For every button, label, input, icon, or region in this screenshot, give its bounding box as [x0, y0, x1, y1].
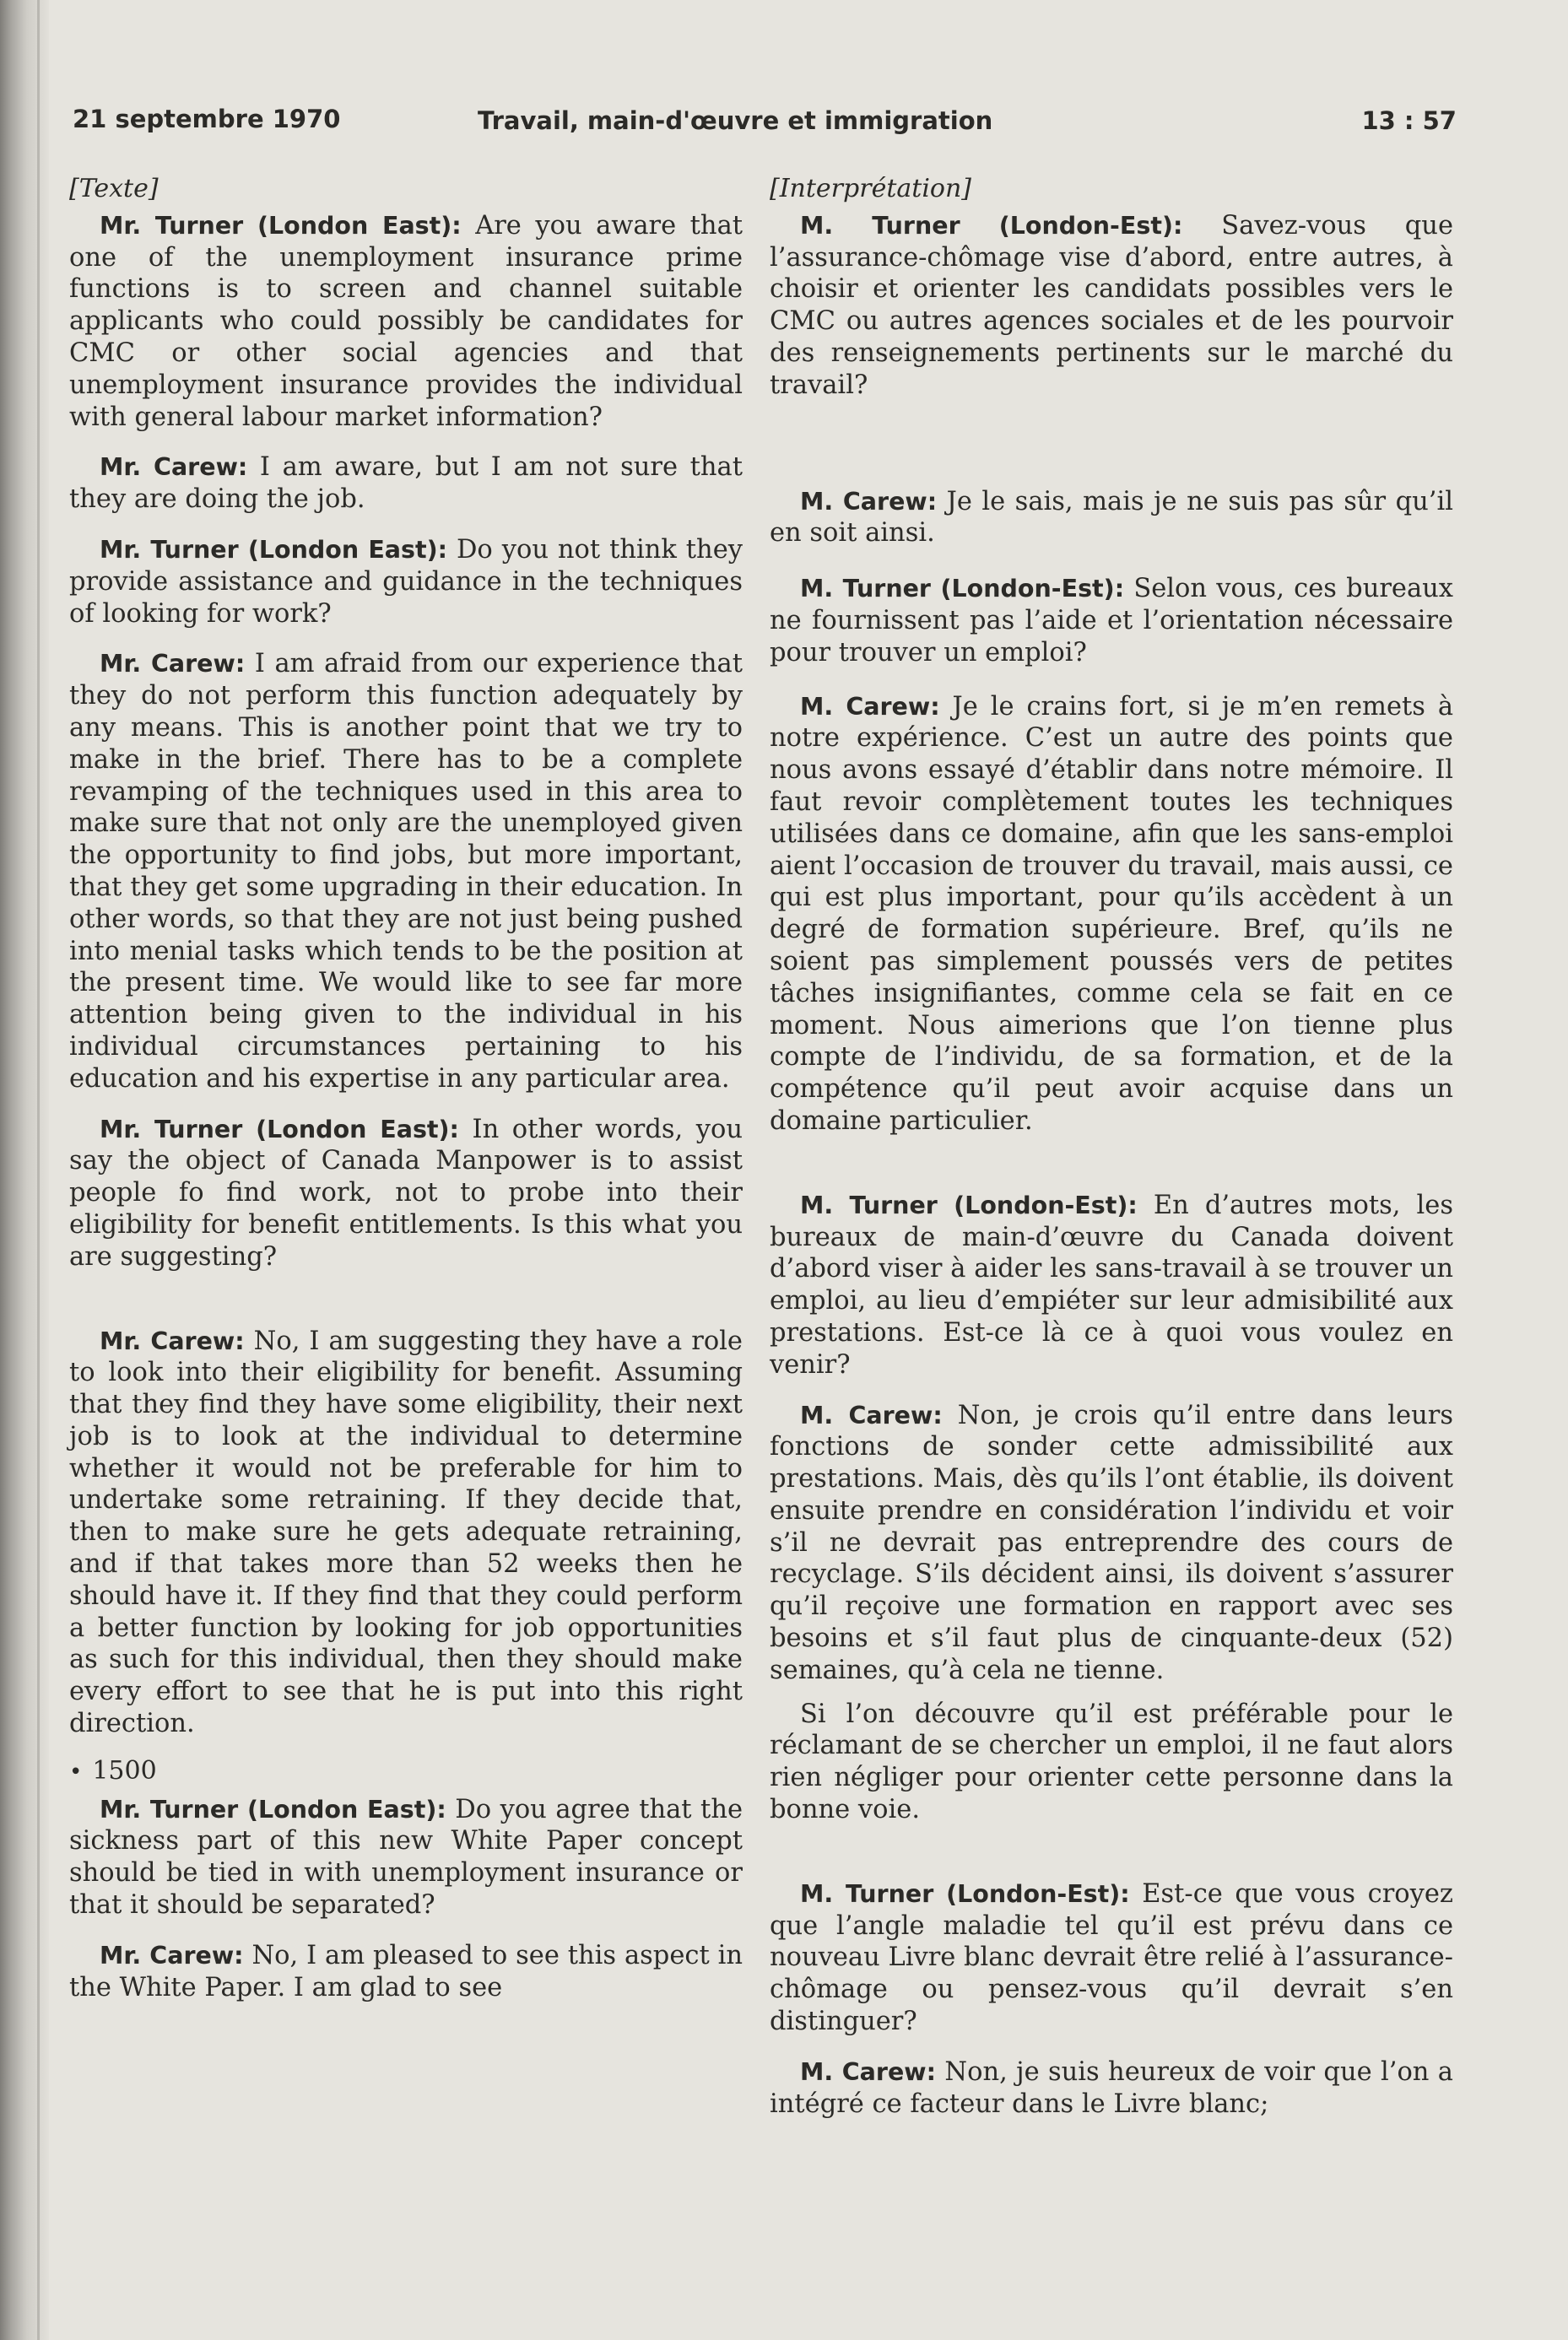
speaker-name: Mr. Carew:: [100, 650, 246, 678]
speech-text: Are you aware that one of the unemployment insurance prime functions is to screen and channel suitable applicants who could possibly be candidates for CMC or other social agencies and that unemployment insurance provides the individual with general labour market information?: [69, 210, 743, 432]
speaker-name: Mr. Carew:: [100, 1327, 245, 1355]
speaker-name: M. Carew:: [800, 487, 938, 516]
speech-paragraph: [770, 691, 1453, 1138]
speaker-name: M. Turner (London-Est):: [800, 1191, 1138, 1219]
time-marker: [69, 1755, 743, 1789]
language-tag: [Interprétation]: [770, 174, 972, 203]
speech-paragraph: [69, 210, 743, 434]
speech-text: Selon vous, ces bureaux ne fournissent pas l’aide et l’orientation nécessaire pour trouver un emploi?: [770, 574, 1453, 667]
speech-text: Do you not think they provide assistance and guidance in the techniques of looking for work?: [69, 534, 743, 629]
speech-paragraph: [770, 1699, 1453, 1826]
speech-paragraph: [770, 1400, 1453, 1687]
header-page-number: 13 : 57: [1361, 106, 1457, 135]
speech-text: No, I am suggesting they have a role to look into their eligibility for benefit. Assuming that they find they have some eligibility, their next job is to look at the individual to determine whether it would not be preferable for him to undertake some retraining. If they decide that, then to make sure he gets adequate retraining, and if that takes more than 52 weeks then he should have it. If they find that they could perform a better function by looking for job opportunities as such for this individual, then they should make every effort to see that he is put into this right direction.: [69, 1326, 743, 1739]
english-column: [69, 173, 743, 2003]
speech-paragraph: [770, 1190, 1453, 1381]
speech-paragraph: [770, 1878, 1453, 2038]
speaker-name: Mr. Turner (London East):: [100, 1115, 459, 1143]
speech-text: In other words, you say the object of Canada Manpower is to assist people fo find work, not to probe into their eligibility for benefit entitlements. Is this what you are suggesting?: [69, 1114, 743, 1272]
speech-text: I am aware, but I am not sure that they are doing the job.: [69, 452, 743, 515]
speaker-name: M. Turner (London-Est):: [800, 1879, 1130, 1908]
speaker-name: Mr. Turner (London East):: [100, 535, 448, 564]
speaker-name: M. Carew:: [800, 692, 940, 721]
speech-text: En d’autres mots, les bureaux de main-d’œuvre du Canada doivent d’abord viser à aider les sans-travail à se trouver un emploi, au lieu d’empiéter sur leur admisibilité aux prestations. Est-ce là ce à quoi vous voulez en venir?: [770, 1190, 1453, 1380]
speech-text: Est-ce que vous croyez que l’angle maladie tel qu’il est prévu dans ce nouveau Livre blanc devrait être relié à l’assurance-chômage ou pensez-vous qu’il devrait s’en distinguer?: [770, 1878, 1453, 2037]
speech-text: Non, je suis heureux de voir que l’on a intégré ce facteur dans le Livre blanc;: [770, 2056, 1453, 2119]
speech-text: Savez-vous que l’assurance-chômage vise d’abord, entre autres, à choisir et orienter les candidats possibles vers le CMC ou autres agences sociales et de les pourvoir des renseignements pertinents sur le marché du travail?: [770, 210, 1453, 400]
speaker-name: M. Carew:: [800, 1401, 943, 1429]
french-column: [770, 173, 1453, 2120]
speech-paragraph: [69, 1794, 743, 1921]
speaker-name: M. Turner (London-Est):: [800, 575, 1125, 603]
header-title: Travail, main-d'œuvre et immigration: [478, 106, 993, 135]
speech-text: I am afraid from our experience that they do not perform this function adequately by any means. This is another point that we try to make in the brief. There has to be a complete revamping of the techniques used in this area to make sure that not only are the unemployed given the opportunity to find jobs, but more important, that they get some upgrading in their education. In other words, so that they are not just being pushed into menial tasks which tends to be the position at the present time. We would like to see far more attention being given to the individual in his individual circumstances pertaining to his education and his expertise in any particular area.: [69, 649, 743, 1094]
time-marker-text: 1500: [92, 1755, 157, 1786]
speech-text: No, I am pleased to see this aspect in the White Paper. I am glad to see: [69, 1940, 743, 2002]
speech-text: Non, je crois qu’il entre dans leurs fonctions de sonder cette admissibilité aux prestations. Mais, dès qu’ils l’ont établie, ils doivent ensuite prendre en considération l’individu et voir s’il ne devrait pas entreprendre des cours de recyclage. S’ils décident ainsi, ils doivent s’assurer qu’il reçoive une formation en rapport avec ses besoins et s’il faut plus de cinquante-deux (52) semaines, qu’à cela ne tienne.: [770, 1400, 1453, 1685]
header-date: 21 septembre 1970: [73, 105, 341, 133]
speech-paragraph: [69, 1114, 743, 1273]
language-tag: [Texte]: [69, 174, 159, 203]
speech-paragraph: [69, 1940, 743, 2004]
speaker-name: Mr. Carew:: [100, 1941, 244, 1970]
speech-paragraph: [69, 534, 743, 630]
speaker-name: M. Carew:: [800, 2057, 937, 2086]
speech-paragraph: [770, 210, 1453, 402]
speech-text: Do you agree that the sickness part of this new White Paper concept should be tied in with unemployment insurance or that it should be separated?: [69, 1794, 743, 1921]
page-binding-shadow: [0, 0, 49, 2340]
speech-paragraph: [69, 1326, 743, 1740]
speaker-name: M. Turner (London-Est):: [800, 211, 1183, 240]
speech-text: Je le crains fort, si je m’en remets à notre expérience. C’est un autre des points que nous avons essayé d’établir dans notre mémoire. Il faut revoir complètement toutes les techniques utilisées dans ce domaine, afin que les sans-emploi aient l’occasion de trouver du travail, mais aussi, ce qui est plus important, pour qu’ils accèdent à un degré de formation supérieure. Bref, qu’ils ne soient pas simplement poussés vers de petites tâches insignifiantes, comme cela se fait en ce moment. Nous aimerions que l’on tienne plus compte de l’individu, de sa formation, et de la compétence qu’il peut avoir acquise dans un domaine particulier.: [770, 691, 1454, 1136]
speech-paragraph: [69, 648, 743, 1094]
page-header: [73, 105, 1457, 145]
page-binding-edge: [37, 0, 40, 2340]
bullet-icon: •: [69, 1759, 83, 1785]
speaker-name: Mr. Turner (London East):: [100, 211, 462, 240]
speaker-name: Mr. Carew:: [100, 453, 248, 482]
speech-paragraph: [770, 486, 1453, 550]
speech-paragraph: [770, 2056, 1453, 2121]
speech-paragraph: [69, 451, 743, 516]
speaker-name: Mr. Turner (London East):: [100, 1795, 446, 1824]
speech-paragraph: [770, 573, 1453, 668]
speech-text: Je le sais, mais je ne suis pas sûr qu’il en soit ainsi.: [770, 486, 1453, 549]
speech-text: Si l’on découvre qu’il est préférable pour le réclamant de se chercher un emploi, il ne faut alors rien négliger pour orienter cette personne dans la bonne voie.: [770, 1699, 1453, 1825]
